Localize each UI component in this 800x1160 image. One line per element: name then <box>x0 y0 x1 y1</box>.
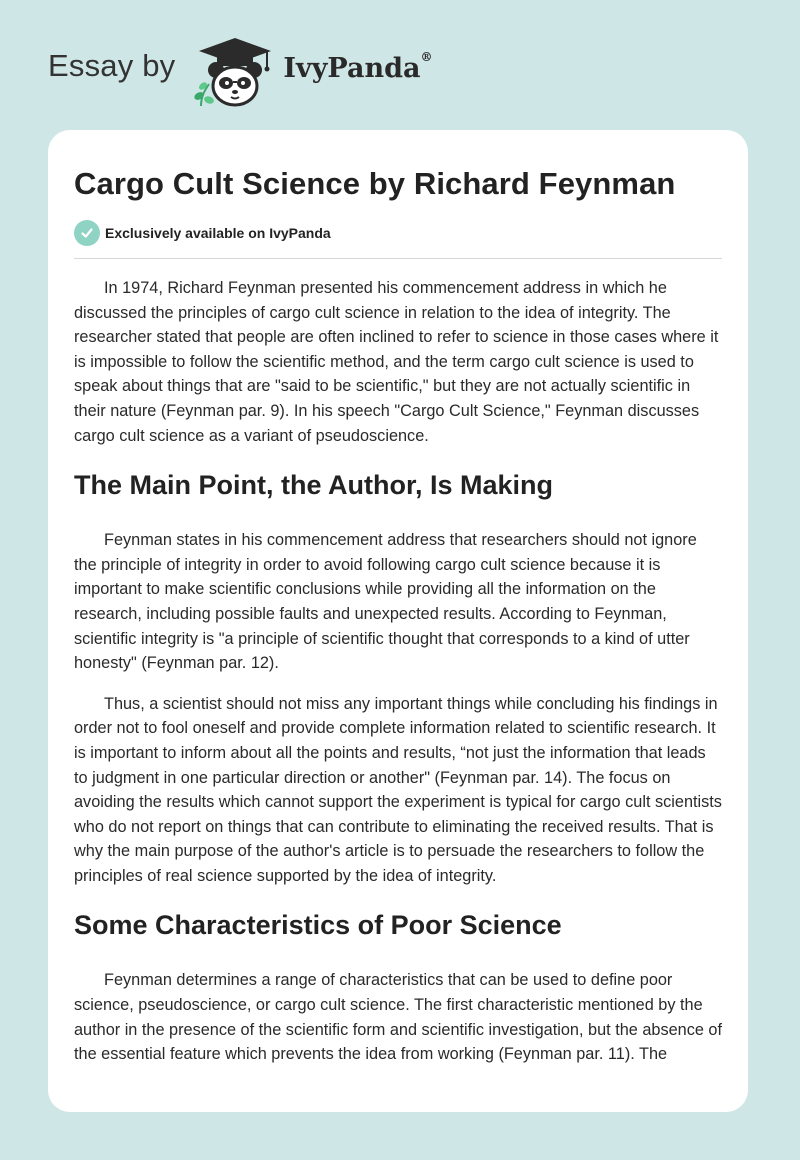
paragraph: Thus, a scientist should not miss any important things while concluding his findings in order not to fool oneself and provide complete information related to scientific research. It is important to inform about all the points and results, “not just the information that leads to judgment in one particular direction or another" (Feynman par. 14). The focus on avoiding the results which cannot support the experiment is typical for cargo cult scientists who do not report on things that can contribute to eliminating the received results. That is why the main purpose of the author's article is to persuade the researchers to follow the principles of real science supported by the idea of integrity. <box>74 694 722 885</box>
check-icon <box>74 220 100 246</box>
ivypanda-logo[interactable] <box>189 34 432 110</box>
intro-paragraph: In 1974, Richard Feynman presented his commencement address in which he discussed the principles of cargo cult science in relation to the idea of integrity. The researcher stated that people are often inclined to refer to science in those cases where it is impossible to follow the scientific method, and the term cargo cult science is used to speak about things that are "said to be scientific," but they are not actually scientific in their nature (Feynman par. 9). In his speech "Cargo Cult Science," Feynman discusses cargo cult science as a variant of pseudoscience. <box>74 279 719 445</box>
page-title: Cargo Cult Science by Richard Feynman <box>74 166 676 201</box>
panda-logo-icon <box>189 34 281 110</box>
paragraph: Feynman determines a range of characteristics that can be used to define poor science, pseudoscience, or cargo cult science. The first characteristic mentioned by the author in the presence of the scientific form and scientific investigation, but the absence of the essential feature which prevents the idea from working (Feynman par. 11). The <box>74 971 723 1064</box>
paragraph: Feynman states in his commencement address that researchers should not ignore the principle of integrity in order to avoid following cargo cult science because it is important to make scientific conclusions while providing all the information on the research, including possible faults and unexpected results. According to Feynman, scientific integrity is "a principle of scientific thought that corresponds to a kind of utter honesty" (Feynman par. 12). <box>74 531 697 673</box>
brand-header <box>48 32 432 112</box>
essay-content <box>48 130 748 1067</box>
exclusive-badge <box>74 220 722 246</box>
divider <box>74 258 722 259</box>
exclusive-badge-label: Exclusively available on IvyPanda <box>105 225 331 241</box>
brand-name: IvyPanda® <box>283 49 433 84</box>
essay-by-label: Essay by <box>48 48 176 83</box>
section-heading-main-point: The Main Point, the Author, Is Making <box>74 470 554 501</box>
section-heading-poor-science: Some Characteristics of Poor Science <box>74 910 562 941</box>
essay-card <box>48 130 748 1112</box>
